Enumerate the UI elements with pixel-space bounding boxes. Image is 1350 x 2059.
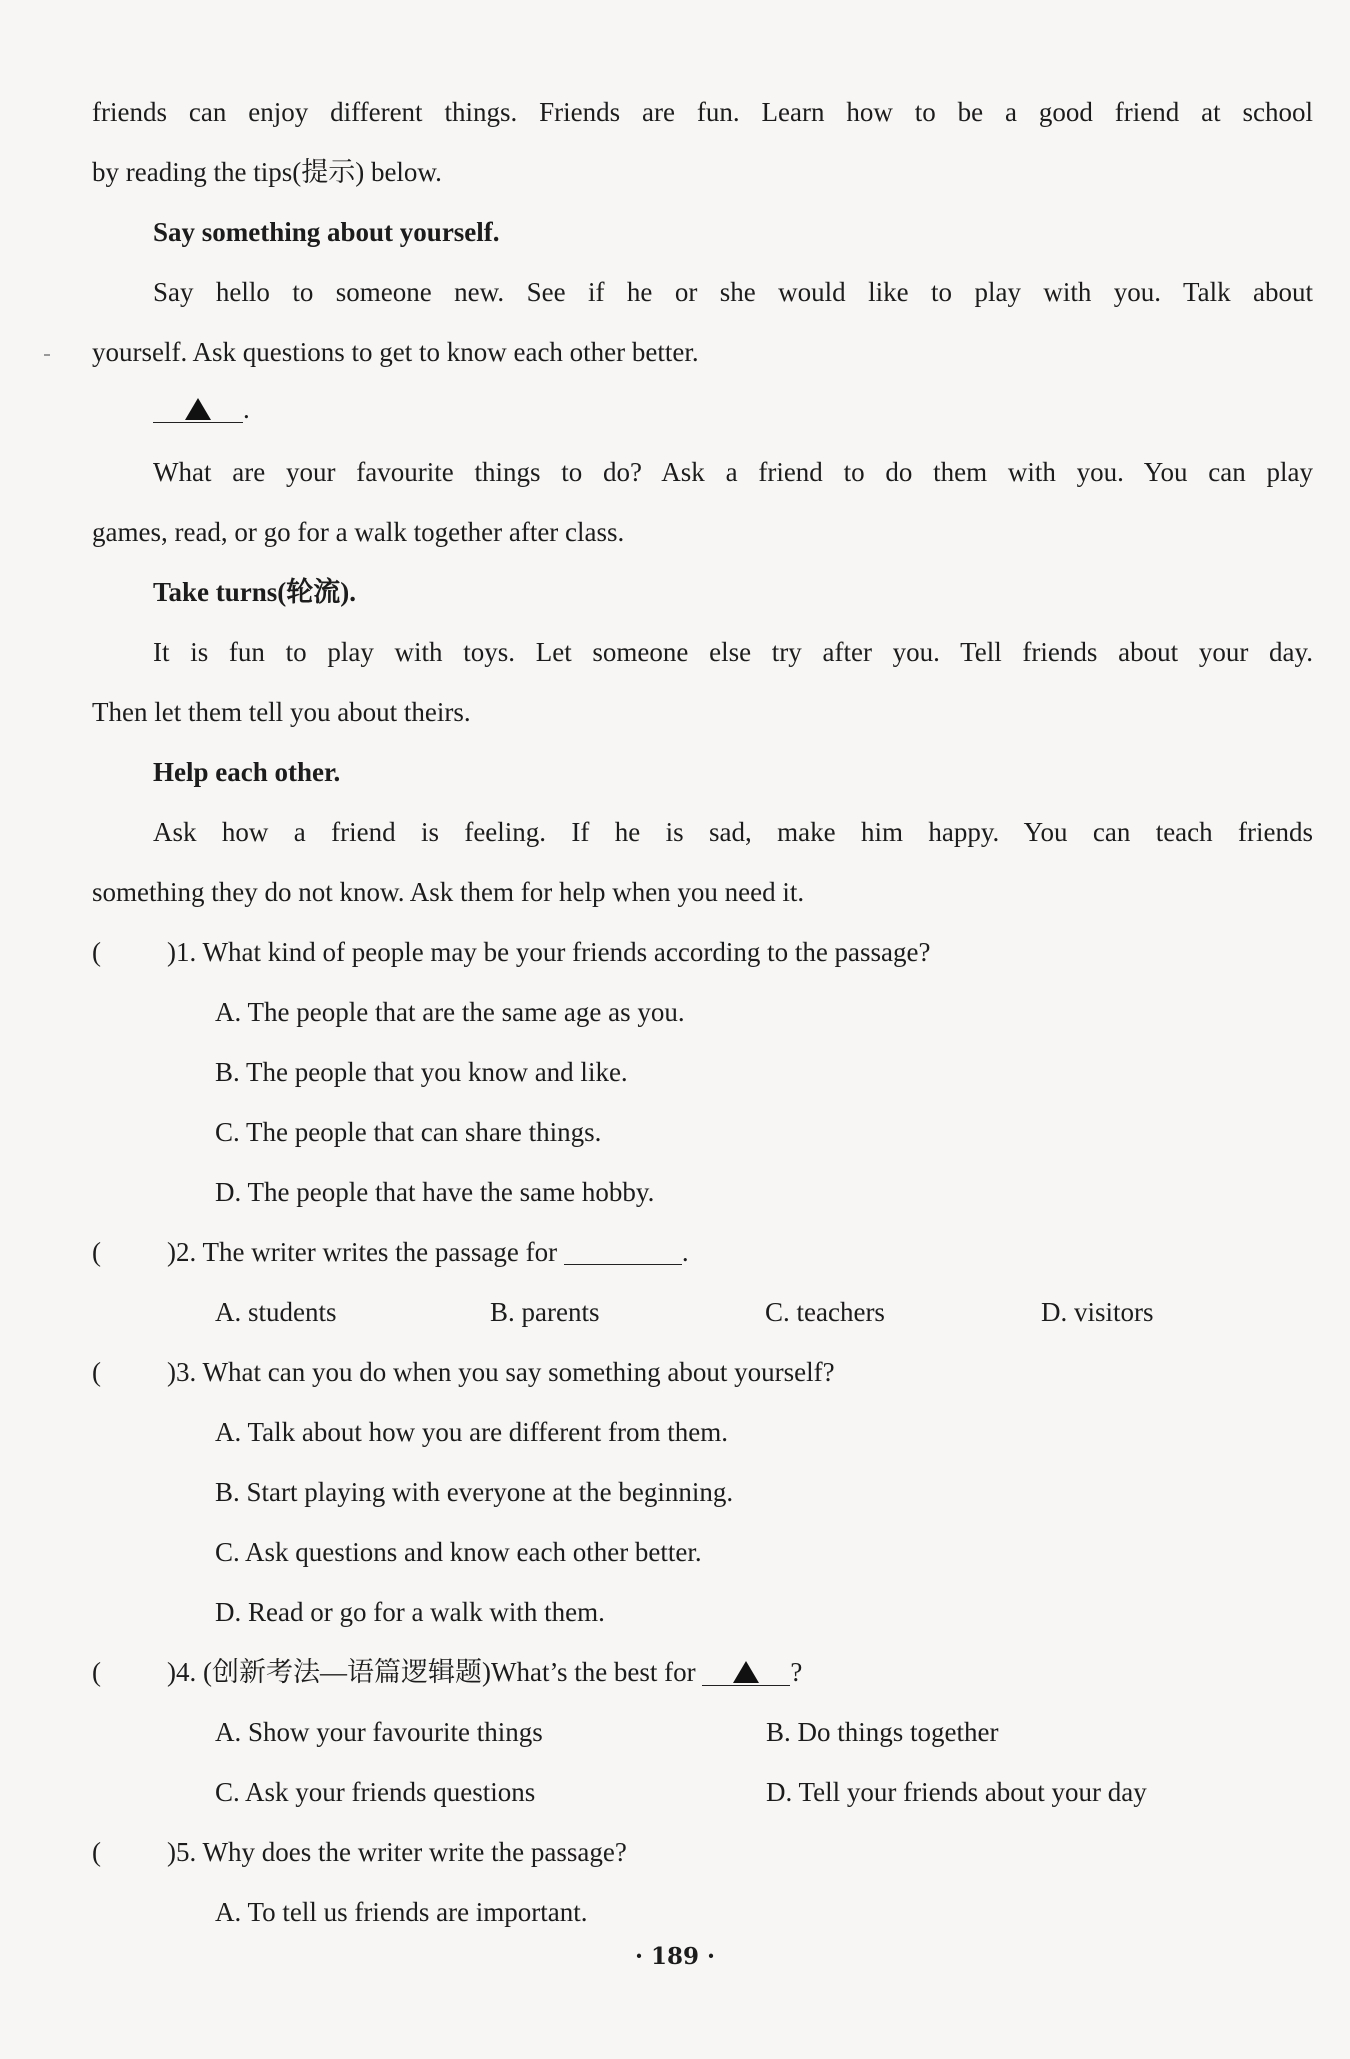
passage-line: Ask how a friend is feeling. If he is sad, make him happy. You can teach friends — [153, 817, 1313, 847]
question-stem: )2. The writer writes the passage for . — [167, 1237, 689, 1267]
answer-paren: ( — [92, 937, 101, 967]
answer-paren: ( — [92, 1837, 101, 1867]
answer-paren: ( — [92, 1237, 101, 1267]
margin-mark — [44, 354, 50, 356]
option: D. The people that have the same hobby. — [215, 1177, 655, 1207]
option: A. To tell us friends are important. — [215, 1897, 588, 1927]
answer-blank — [564, 1240, 682, 1265]
passage-line: Say hello to someone new. See if he or she would like to play with you. Talk about — [153, 277, 1313, 307]
triangle-icon — [733, 1661, 759, 1683]
option: C. The people that can share things. — [215, 1117, 602, 1147]
option: C. Ask questions and know each other better. — [215, 1537, 702, 1567]
option: D. visitors — [1041, 1297, 1154, 1327]
question-stem: )1. What kind of people may be your friends according to the passage? — [167, 937, 931, 967]
option: B. Do things together — [766, 1717, 999, 1747]
passage-line: by reading the tips(提示) below. — [92, 157, 442, 187]
option: D. Read or go for a walk with them. — [215, 1597, 605, 1627]
answer-paren: ( — [92, 1657, 101, 1687]
option: B. Start playing with everyone at the beginning. — [215, 1477, 734, 1507]
answer-paren: ( — [92, 1357, 101, 1387]
passage-line: games, read, or go for a walk together after class. — [92, 517, 625, 547]
option: C. Ask your friends questions — [215, 1777, 536, 1807]
passage-line: friends can enjoy different things. Friends are fun. Learn how to be a good friend at school — [92, 97, 1313, 127]
passage-line: What are your favourite things to do? Ask a friend to do them with you. You can play — [153, 457, 1313, 487]
triangle-icon — [185, 398, 211, 420]
passage-line: Then let them tell you about theirs. — [92, 697, 471, 727]
option: A. Show your favourite things — [215, 1717, 543, 1747]
option: A. students — [215, 1297, 337, 1327]
option: B. The people that you know and like. — [215, 1057, 628, 1087]
option: B. parents — [490, 1297, 600, 1327]
section-heading: Say something about yourself. — [153, 217, 500, 247]
question-stem: )3. What can you do when you say something about yourself? — [167, 1357, 835, 1387]
option: A. Talk about how you are different from them. — [215, 1417, 728, 1447]
question-stem: )4. (创新考法—语篇逻辑题)What’s the best for ? — [167, 1657, 803, 1687]
page-number: · 189 · — [634, 1943, 716, 1970]
passage-line: something they do not know. Ask them for help when you need it. — [92, 877, 805, 907]
section-heading: Help each other. — [153, 757, 341, 787]
question-stem: )5. Why does the writer write the passage? — [167, 1837, 627, 1867]
answer-blank — [153, 392, 243, 423]
passage-line: yourself. Ask questions to get to know each other better. — [92, 337, 699, 367]
answer-blank — [702, 1655, 790, 1686]
missing-heading-blank: . — [153, 392, 250, 426]
option: D. Tell your friends about your day — [766, 1777, 1147, 1807]
option: A. The people that are the same age as you. — [215, 997, 685, 1027]
option: C. teachers — [765, 1297, 885, 1327]
passage-line: It is fun to play with toys. Let someone else try after you. Tell friends about your day. — [153, 637, 1313, 667]
section-heading: Take turns(轮流). — [153, 577, 357, 607]
